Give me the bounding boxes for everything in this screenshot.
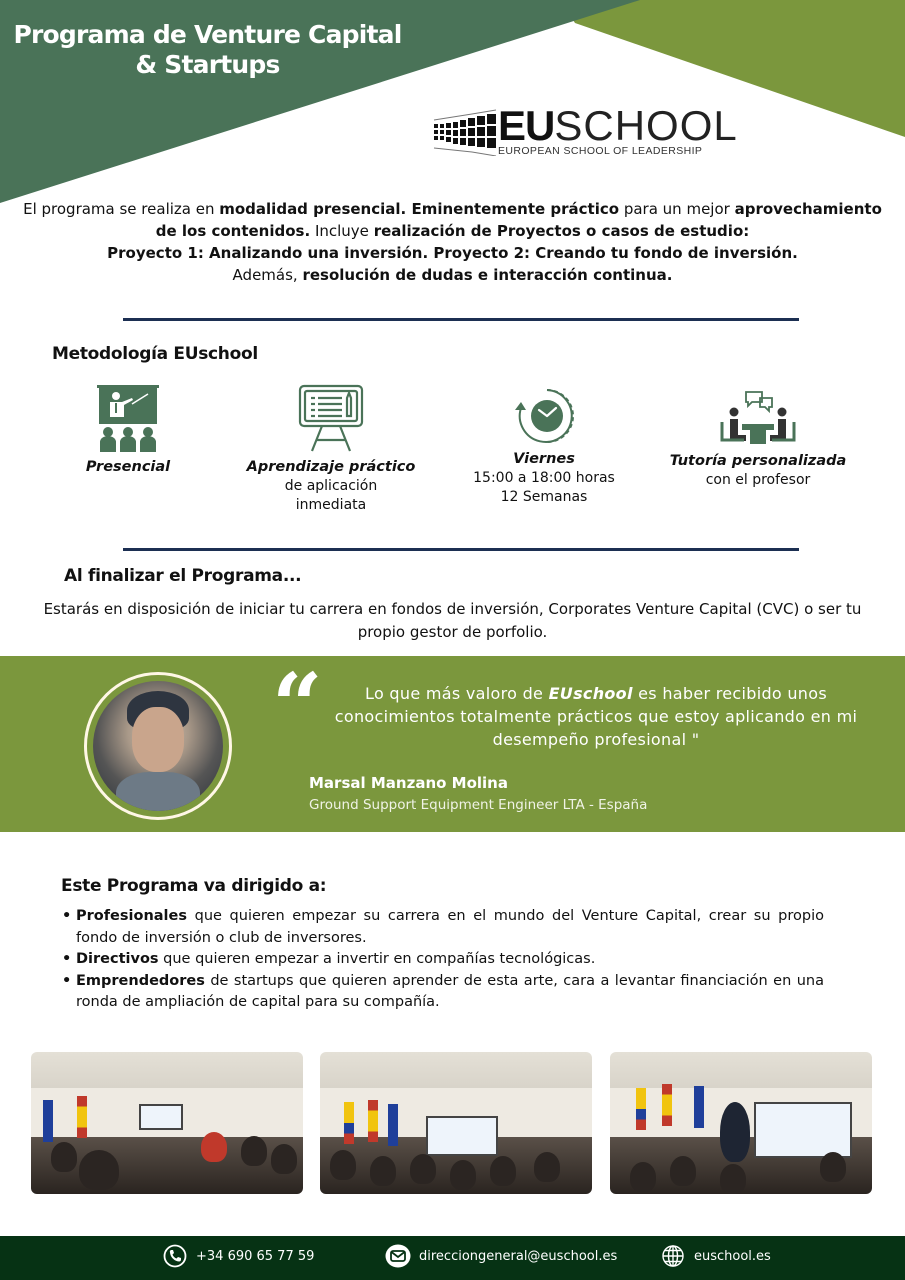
- intro-segment: Además,: [232, 266, 303, 284]
- method-item-tutoria: [658, 380, 858, 490]
- logo-subtitle: EUROPEAN SCHOOL OF LEADERSHIP: [498, 145, 703, 157]
- method-title: Tutoría personalizada: [669, 453, 847, 469]
- audience-list: [62, 906, 824, 1014]
- euschool-logo: [432, 102, 738, 160]
- audience-item: • Profesionales que quieren empezar su carrera en el mundo del Venture Capital, crear su propio fondo de inversión o club de inversores.: [62, 906, 824, 949]
- footer-website[interactable]: [660, 1243, 771, 1269]
- intro-segment: resolución de dudas e interacción continua.: [302, 266, 673, 284]
- meeting-chat-icon: [658, 380, 858, 444]
- method-title: Presencial: [85, 459, 171, 475]
- quote-text: Lo que más valoro de EUschool es haber recibido unos conocimientos totalmente prácticos que estoy aplicando en mi desempeño profesional ": [334, 684, 858, 749]
- logo-wordmark: EUSCHOOL: [498, 102, 738, 149]
- finish-heading: Al finalizar el Programa...: [64, 566, 302, 586]
- section-divider: [123, 548, 799, 551]
- quote-icon: “: [272, 653, 323, 757]
- method-line: 12 Semanas: [500, 489, 588, 505]
- intro-segment: aprovechamiento de los contenidos.: [155, 200, 882, 240]
- intro-paragraph: [20, 198, 885, 286]
- email-icon: [385, 1243, 411, 1269]
- footer-phone[interactable]: [162, 1243, 314, 1269]
- method-title: Aprendizaje práctico: [246, 459, 416, 475]
- finish-text: Estarás en disposición de iniciar tu carrera en fondos de inversión, Corporates Venture Capital (CVC) o ser tu propio gestor de porfolio.: [43, 600, 862, 641]
- testimonial-role: Ground Support Equipment Engineer LTA - España: [309, 797, 648, 813]
- audience-item: • Emprendedores de startups que quieren aprender de esta arte, cara a levantar financiación en una ronda de ampliación de capital para su compañía.: [62, 971, 824, 1014]
- intro-segment: para un mejor: [619, 200, 735, 218]
- avatar: [84, 672, 232, 820]
- classroom-photo-2: [320, 1052, 592, 1194]
- method-item-aprendizaje: [231, 380, 431, 515]
- method-item-presencial: [28, 380, 228, 477]
- method-line: 15:00 a 18:00 horas: [473, 470, 615, 486]
- classroom-photo-1: [31, 1052, 303, 1194]
- method-item-horario: [444, 380, 644, 507]
- testimonial-band: [0, 653, 905, 832]
- page-title: [10, 20, 405, 80]
- phone-icon: [162, 1243, 188, 1269]
- whiteboard-easel-icon: [231, 380, 431, 452]
- globe-icon: [660, 1243, 686, 1269]
- methodology-heading: Metodología EUschool: [52, 344, 258, 364]
- method-line: con el profesor: [705, 472, 811, 488]
- presentation-teacher-icon: [28, 380, 228, 452]
- method-line: de aplicación: [284, 478, 378, 494]
- clock-cycle-icon: [444, 380, 644, 446]
- phone-number[interactable]: +34 690 65 77 59: [196, 1248, 315, 1264]
- intro-segment: modalidad presencial. Eminentemente práctico: [219, 200, 620, 218]
- footer-bar: [0, 1236, 905, 1280]
- intro-segment: Incluye: [310, 222, 374, 240]
- method-title: Viernes: [513, 451, 575, 467]
- building-logo-icon: [432, 108, 498, 156]
- audience-item: • Directivos que quieren empezar a invertir en compañías tecnológicas.: [62, 949, 824, 971]
- testimonial-photo: [93, 681, 223, 811]
- intro-segment: Proyecto 1: Analizando una inversión. Proyecto 2: Creando tu fondo de inversión.: [107, 244, 798, 262]
- classroom-photo-3: [610, 1052, 872, 1194]
- audience-heading: Este Programa va dirigido a:: [61, 876, 327, 896]
- intro-segment: realización de Proyectos o casos de estudio:: [373, 222, 750, 240]
- intro-segment: El programa se realiza en: [23, 200, 220, 218]
- title-line-2: & Startups: [135, 50, 280, 79]
- testimonial-name: Marsal Manzano Molina: [309, 774, 508, 792]
- title-line-1: Programa de Venture Capital: [13, 20, 402, 49]
- section-divider: [123, 318, 799, 321]
- footer-email[interactable]: [385, 1243, 617, 1269]
- email-address[interactable]: direcciongeneral@euschool.es: [419, 1248, 618, 1264]
- method-line: inmediata: [295, 497, 367, 513]
- website-link[interactable]: euschool.es: [694, 1248, 771, 1264]
